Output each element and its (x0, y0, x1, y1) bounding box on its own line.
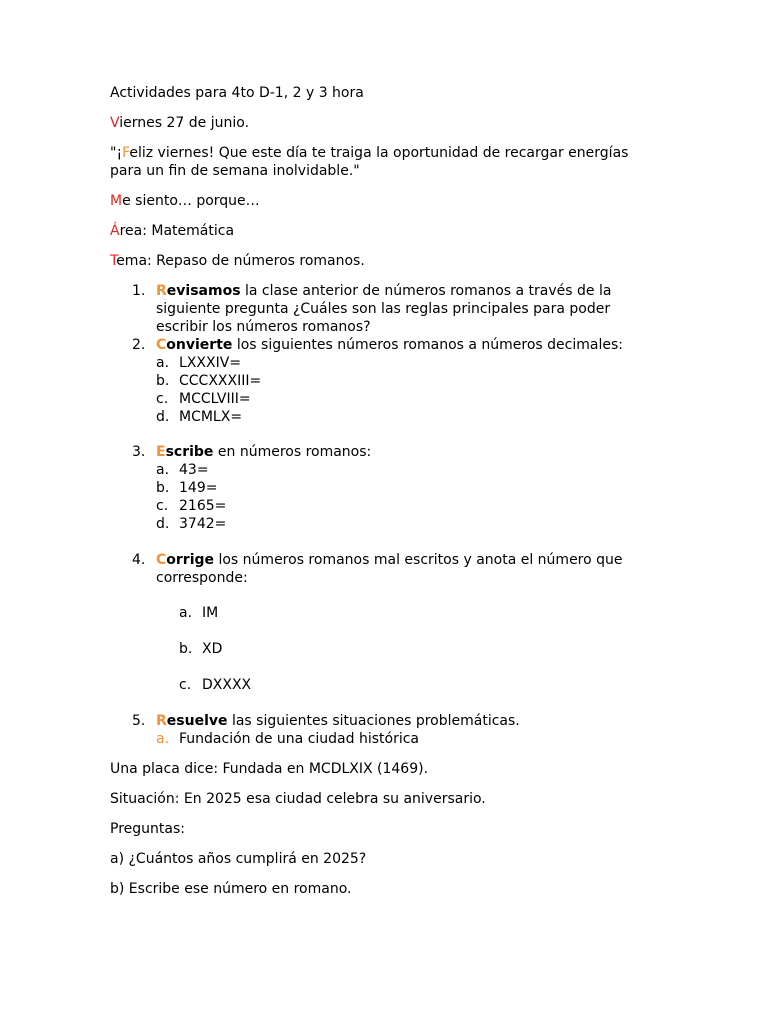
list-item (156, 479, 650, 497)
activity-verb: esuelve (166, 713, 228, 729)
list-item (156, 372, 650, 390)
item-letter: d. (156, 409, 170, 425)
activity-number: 5. (132, 713, 146, 729)
item-letter: b. (156, 480, 170, 496)
list-item (156, 640, 650, 658)
situation-line: Situación: En 2025 esa ciudad celebra su aniversario. (110, 791, 486, 807)
greeting-prefix: "¡ (110, 145, 123, 161)
list-item (156, 461, 650, 479)
list-item (156, 676, 650, 694)
activity-initial: E (156, 444, 166, 460)
item-text: 2165= (179, 498, 227, 514)
activity-list (110, 282, 650, 748)
item-text: MCMLX= (179, 409, 243, 425)
list-item (156, 730, 650, 748)
activity-number: 1. (132, 283, 146, 299)
activity-initial: C (156, 337, 167, 353)
item-text: MCCLVIII= (179, 391, 251, 407)
sub-list (156, 354, 650, 426)
item-letter: a. (179, 605, 193, 621)
activity-text: en números romanos: (213, 444, 372, 460)
questions-label: Preguntas: (110, 821, 185, 837)
activity-verb: scribe (165, 444, 214, 460)
activity-number: 2. (132, 337, 146, 353)
activity-item-5 (110, 712, 650, 748)
item-letter: b. (179, 641, 193, 657)
item-letter: a. (156, 355, 170, 371)
activity-verb: evisamos (166, 283, 241, 299)
area-initial: Á (110, 223, 120, 239)
item-text: 43= (179, 462, 209, 478)
sub-list (156, 604, 650, 694)
activity-number: 4. (132, 552, 146, 568)
activity-text: los siguientes números romanos a números decimales: (232, 337, 623, 353)
header-line: Actividades para 4to D-1, 2 y 3 hora (110, 85, 364, 101)
activity-item-3 (110, 443, 650, 533)
area-line (110, 222, 650, 240)
item-text: CCCXXXIII= (179, 373, 262, 389)
item-text: IM (202, 605, 219, 621)
activity-verb: orrige (166, 552, 215, 568)
feeling-line (110, 192, 650, 210)
question-b: b) Escribe ese número en romano. (110, 881, 352, 897)
item-letter: d. (156, 516, 170, 532)
item-letter: a. (156, 462, 170, 478)
item-text: 3742= (179, 516, 227, 532)
item-text: XD (202, 641, 223, 657)
activity-text: la clase anterior de números romanos a través de la siguiente pregunta ¿Cuáles son las reglas principales para poder escribir los números romanos? (156, 283, 612, 335)
list-item (156, 515, 650, 533)
list-item (156, 408, 650, 426)
date-line (110, 114, 650, 132)
item-letter: c. (156, 391, 169, 407)
activity-text: las siguientes situaciones problemáticas. (227, 713, 520, 729)
activity-initial: C (156, 552, 167, 568)
sub-list (156, 461, 650, 533)
list-item (156, 354, 650, 372)
list-item (156, 390, 650, 408)
item-letter: c. (179, 677, 192, 693)
topic-line (110, 252, 650, 270)
feeling-initial: M (110, 193, 123, 209)
item-letter: b. (156, 373, 170, 389)
list-item (156, 604, 650, 622)
item-letter: a. (156, 731, 170, 747)
date-text: iernes 27 de junio. (119, 115, 250, 131)
item-text: 149= (179, 480, 218, 496)
greeting-text: eliz viernes! Que este día te traiga la oportunidad de recargar energías para un fin de semana inolvidable." (110, 145, 629, 179)
item-text: DXXXX (202, 677, 252, 693)
item-text: Fundación de una ciudad histórica (179, 731, 419, 747)
activity-initial: R (156, 283, 167, 299)
sub-list (156, 730, 650, 748)
activity-initial: R (156, 713, 167, 729)
date-initial: V (110, 115, 120, 131)
question-a: a) ¿Cuántos años cumplirá en 2025? (110, 851, 367, 867)
plaque-line: Una placa dice: Fundada en MCDLXIX (1469). (110, 761, 429, 777)
topic-text: ema: Repaso de números romanos. (116, 253, 365, 269)
list-item (156, 497, 650, 515)
activity-item-1 (110, 282, 650, 336)
greeting-line (110, 144, 650, 180)
activity-verb: onvierte (166, 337, 233, 353)
greeting-initial: F (122, 145, 130, 161)
activity-number: 3. (132, 444, 146, 460)
item-text: LXXXIV= (179, 355, 242, 371)
feeling-text: e siento… porque… (122, 193, 260, 209)
item-letter: c. (156, 498, 169, 514)
topic-initial: T (110, 253, 117, 269)
area-text: rea: Matemática (119, 223, 235, 239)
activity-text: los números romanos mal escritos y anota el número que corresponde: (156, 552, 623, 586)
activity-item-2 (110, 336, 650, 426)
document-page (110, 84, 650, 898)
activity-item-4 (110, 551, 650, 694)
